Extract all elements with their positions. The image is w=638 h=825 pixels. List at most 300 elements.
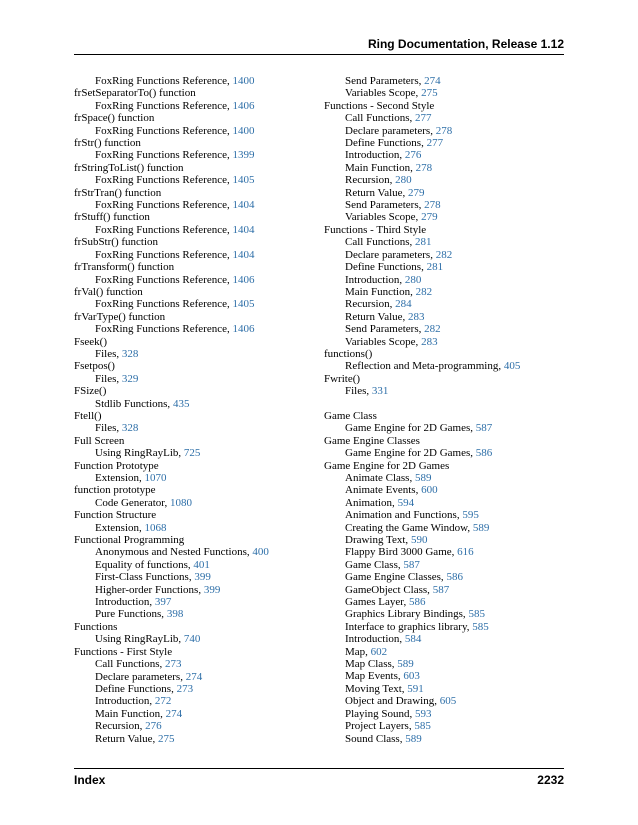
index-subentry <box>324 596 564 608</box>
index-entry-label: Function Structure <box>74 509 157 522</box>
page-number-link[interactable]: 282 <box>424 323 441 336</box>
index-term <box>324 224 564 236</box>
index-term <box>74 236 314 248</box>
index-term <box>74 336 314 348</box>
index-subentry <box>324 708 564 720</box>
index-subentry <box>74 348 314 360</box>
page-number-link[interactable]: 272 <box>154 695 172 708</box>
page-number-link[interactable]: 589 <box>397 658 414 671</box>
page-number-link[interactable]: 435 <box>172 397 190 410</box>
index-entry-label: Functions - Second Style <box>324 99 435 112</box>
index-subentry <box>324 174 564 186</box>
index-subentry <box>74 522 314 534</box>
page-number-link[interactable]: 329 <box>121 372 139 385</box>
index-subentry <box>324 236 564 248</box>
index-entry-label: frStringToList() function <box>74 161 184 174</box>
index-subentry <box>74 422 314 434</box>
index-entry-label: Pure Functions, <box>95 608 165 621</box>
page-number-link[interactable]: 401 <box>193 558 210 571</box>
index-entry-label: Games Layer, <box>345 596 407 609</box>
index-subentry <box>74 546 314 558</box>
index-entry-label: FoxRing Functions Reference, <box>95 273 230 286</box>
index-entry-label: First-Class Functions, <box>95 571 192 584</box>
index-entry-label: Object and Drawing, <box>345 695 437 708</box>
index-term <box>74 311 314 323</box>
index-entry-label: Define Functions, <box>95 682 174 695</box>
page-number-link[interactable]: 590 <box>410 534 428 547</box>
page-number-link[interactable]: 725 <box>183 447 201 460</box>
page-number-link[interactable]: 587 <box>403 558 420 571</box>
index-subentry <box>324 149 564 161</box>
index-subentry <box>324 720 564 732</box>
page-number-link[interactable]: 284 <box>395 298 412 311</box>
index-entry-label: Return Value, <box>95 732 156 745</box>
index-term <box>74 286 314 298</box>
index-entry-label: Define Functions, <box>345 261 424 274</box>
index-subentry <box>74 249 314 261</box>
page-number-link[interactable]: 277 <box>414 112 432 125</box>
page-number-link[interactable]: 1405 <box>232 298 255 311</box>
index-entry-label: Functions - First Style <box>74 645 173 658</box>
index-entry-label: Call Functions, <box>345 236 413 249</box>
index-subentry <box>324 509 564 521</box>
index-entry-label: frVal() function <box>74 285 143 298</box>
page-number-link[interactable]: 328 <box>121 347 139 360</box>
page-number-link[interactable]: 331 <box>371 385 389 398</box>
index-entry-label: Full Screen <box>74 434 125 447</box>
index-entry-label: Using RingRayLib, <box>95 447 182 460</box>
page-number-link[interactable]: 279 <box>408 186 425 199</box>
index-entry-label: Return Value, <box>345 186 406 199</box>
index-subentry <box>324 422 564 434</box>
index-subentry <box>74 683 314 695</box>
index-subentry <box>74 695 314 707</box>
page-number-link[interactable]: 1404 <box>232 223 255 236</box>
index-entry-label: Declare parameters, <box>345 248 433 261</box>
index-entry-label: Interface to graphics library, <box>345 620 470 633</box>
index-subentry <box>324 472 564 484</box>
page-number-link[interactable]: 1404 <box>232 248 255 261</box>
page-number-link[interactable]: 600 <box>421 484 438 497</box>
index-subentry <box>74 633 314 645</box>
index-entry-label: Recursion, <box>345 174 393 187</box>
index-subentry <box>324 137 564 149</box>
index-entry-label: Function Prototype <box>74 459 159 472</box>
index-entry-label: Recursion, <box>345 298 393 311</box>
page-number-link[interactable]: 587 <box>432 583 450 596</box>
index-entry-label: Call Functions, <box>95 658 163 671</box>
index-subentry <box>324 211 564 223</box>
index-subentry <box>324 658 564 670</box>
index-term <box>74 460 314 472</box>
page-number-link[interactable]: 274 <box>424 75 441 87</box>
page-number-link[interactable]: 603 <box>403 670 420 683</box>
index-subentry <box>324 385 564 397</box>
index-entry-label: Game Engine Classes <box>324 434 420 447</box>
page-number-link[interactable]: 586 <box>409 596 426 609</box>
index-subentry <box>324 546 564 558</box>
index-entry-label: Extension, <box>95 521 142 534</box>
header-rule <box>74 54 564 55</box>
page-number-link[interactable]: 586 <box>446 571 463 584</box>
index-entry-label: Higher-order Functions, <box>95 583 202 596</box>
page-number-link[interactable]: 1070 <box>144 472 167 484</box>
page-number-link[interactable]: 405 <box>503 360 521 373</box>
page-number-link[interactable]: 1400 <box>232 75 255 87</box>
index-entry-label: Introduction, <box>345 633 403 646</box>
index-entry-label: Animation, <box>345 496 395 509</box>
page-number-link[interactable]: 273 <box>164 658 182 671</box>
index-entry-label: Animate Events, <box>345 484 419 497</box>
index-subentry <box>324 112 564 124</box>
index-entry-label: Define Functions, <box>345 137 424 150</box>
index-entry-label: frSpace() function <box>74 112 155 125</box>
page-number-link[interactable]: 398 <box>166 608 184 621</box>
index-subentry <box>324 695 564 707</box>
page-number-link[interactable]: 328 <box>121 422 139 435</box>
index-subentry <box>74 608 314 620</box>
index-term <box>324 460 564 472</box>
index-entry-label: Anonymous and Nested Functions, <box>95 546 250 559</box>
index-entry-label: Sound Class, <box>345 732 403 745</box>
index-entry-label: frStrTran() function <box>74 186 162 199</box>
index-entry-label: Creating the Game Window, <box>345 521 471 534</box>
index-entry-label: FoxRing Functions Reference, <box>95 223 230 236</box>
page-number-link[interactable]: 1406 <box>232 323 255 336</box>
index-subentry <box>324 323 564 335</box>
index-subentry <box>74 75 314 87</box>
footer-page-number: 2232 <box>537 773 564 787</box>
index-entry-label: Stdlib Functions, <box>95 397 171 410</box>
index-subentry <box>74 199 314 211</box>
page-number-link[interactable]: 278 <box>424 199 441 212</box>
running-header-title: Ring Documentation, Release 1.12 <box>367 37 564 51</box>
page-number-link[interactable]: 275 <box>158 732 175 745</box>
index-subentry <box>74 596 314 608</box>
page-number-link[interactable]: 276 <box>145 720 162 733</box>
index-subentry <box>324 298 564 310</box>
index-subentry <box>324 633 564 645</box>
index-entry-label: Files, <box>345 385 370 398</box>
page-number-link[interactable]: 1406 <box>232 273 255 286</box>
index-entry-label: frTransform() function <box>74 261 175 274</box>
page-number-link[interactable]: 595 <box>462 509 479 522</box>
page-number-link[interactable]: 602 <box>370 645 388 658</box>
index-term <box>74 360 314 372</box>
page-number-link[interactable]: 1399 <box>232 149 255 162</box>
index-entry-label: Reflection and Meta-programming, <box>345 360 502 373</box>
index-entry-label: Recursion, <box>95 720 143 733</box>
page-number-link[interactable]: 1404 <box>232 199 255 212</box>
index-entry-label: Send Parameters, <box>345 199 422 212</box>
index-subentry <box>74 274 314 286</box>
index-subentry <box>74 323 314 335</box>
index-subentry <box>324 608 564 620</box>
index-entry-label: frSetSeparatorTo() function <box>74 87 196 100</box>
index-subentry <box>324 683 564 695</box>
index-subentry <box>74 658 314 670</box>
index-entry-label: Ftell() <box>74 409 102 422</box>
index-entry-label: Game Engine Classes, <box>345 571 444 584</box>
index-term <box>74 187 314 199</box>
page-number-link[interactable]: 1400 <box>232 124 255 137</box>
index-entry-label: Main Function, <box>345 161 413 174</box>
index-letter-gap <box>324 398 564 410</box>
index-entry-label: Fwrite() <box>324 372 361 385</box>
page-number-link[interactable]: 1405 <box>232 174 255 187</box>
index-subentry <box>74 584 314 596</box>
index-subentry <box>324 447 564 459</box>
index-term <box>74 137 314 149</box>
index-subentry <box>324 571 564 583</box>
index-entry-label: Functions - Third Style <box>324 223 427 236</box>
index-entry-label: FoxRing Functions Reference, <box>95 323 230 336</box>
index-entry-label: Return Value, <box>345 310 406 323</box>
index-subentry <box>324 670 564 682</box>
index-subentry <box>74 298 314 310</box>
index-entry-label: frStr() function <box>74 137 141 150</box>
page-number-link[interactable]: 274 <box>165 707 183 720</box>
index-entry-label: Graphics Library Bindings, <box>345 608 466 621</box>
page-number-link[interactable]: 400 <box>252 546 269 559</box>
index-subentry <box>74 447 314 459</box>
index-entry-label: GameObject Class, <box>345 583 430 596</box>
index-entry-label: Playing Sound, <box>345 707 413 720</box>
index-entry-label: Variables Scope, <box>345 87 419 100</box>
index-subentry <box>74 100 314 112</box>
page-number-link[interactable]: 276 <box>404 149 422 162</box>
index-subentry <box>324 249 564 261</box>
index-subentry <box>74 720 314 732</box>
index-term <box>74 87 314 99</box>
page-number-link[interactable]: 1406 <box>232 99 255 112</box>
page-number-link[interactable]: 584 <box>404 633 422 646</box>
page-number-link[interactable]: 282 <box>415 285 433 298</box>
index-entry-label: FoxRing Functions Reference, <box>95 75 230 87</box>
index-entry-label: Introduction, <box>95 596 153 609</box>
page-number-link[interactable]: 274 <box>185 670 203 683</box>
index-entry-label: Animate Class, <box>345 471 413 484</box>
index-subentry <box>324 87 564 99</box>
index-term <box>74 162 314 174</box>
page-number-link[interactable]: 278 <box>415 161 433 174</box>
index-entry-label: Call Functions, <box>345 112 413 125</box>
index-entry-label: FoxRing Functions Reference, <box>95 248 230 261</box>
index-subentry <box>324 534 564 546</box>
page-number-link[interactable]: 585 <box>468 608 485 621</box>
page-number-link[interactable]: 279 <box>421 211 438 224</box>
index-subentry <box>74 497 314 509</box>
index-subentry <box>324 311 564 323</box>
index-column-left <box>74 75 314 745</box>
index-term <box>74 646 314 658</box>
index-entry-label: Files, <box>95 422 120 435</box>
footer-section-label: Index <box>74 773 106 787</box>
index-subentry <box>324 274 564 286</box>
index-subentry <box>74 174 314 186</box>
index-subentry <box>74 733 314 745</box>
index-entry-label: Files, <box>95 347 120 360</box>
index-subentry <box>324 484 564 496</box>
index-entry-label: Animation and Functions, <box>345 509 460 522</box>
index-entry-label: frSubStr() function <box>74 236 159 249</box>
index-entry-label: function prototype <box>74 484 156 497</box>
index-term <box>324 435 564 447</box>
footer-rule <box>74 768 564 769</box>
page-number-link[interactable]: 283 <box>408 310 425 323</box>
index-subentry <box>74 125 314 137</box>
index-entry-label: Main Function, <box>95 707 163 720</box>
index-entry-label: Game Engine for 2D Games, <box>345 422 473 435</box>
index-subentry <box>324 733 564 745</box>
index-entry-label: Variables Scope, <box>345 335 419 348</box>
index-term <box>74 410 314 422</box>
page-number-link[interactable]: 280 <box>404 273 422 286</box>
index-entry-label: frVarType() function <box>74 310 166 323</box>
page-number-link[interactable]: 282 <box>435 248 453 261</box>
page-number-link[interactable]: 587 <box>475 422 493 435</box>
page-number-link[interactable]: 585 <box>472 620 489 633</box>
page-number-link[interactable]: 616 <box>457 546 474 559</box>
page-number-link[interactable]: 399 <box>194 571 211 584</box>
page-number-link[interactable]: 283 <box>421 335 438 348</box>
index-entry-label: Main Function, <box>345 285 413 298</box>
page-number-link[interactable]: 740 <box>183 633 201 646</box>
index-entry-label: Introduction, <box>95 695 153 708</box>
index-subentry <box>324 584 564 596</box>
index-entry-label: Map, <box>345 645 368 658</box>
page-number-link[interactable]: 273 <box>176 682 194 695</box>
index-subentry <box>74 373 314 385</box>
page-number-link[interactable]: 589 <box>472 521 490 534</box>
page-number-link[interactable]: 585 <box>414 720 431 733</box>
index-subentry <box>324 199 564 211</box>
index-entry-label: Extension, <box>95 472 142 484</box>
index-entry-label: Game Class <box>324 409 377 422</box>
index-entry-label: Moving Text, <box>345 682 405 695</box>
index-subentry <box>324 646 564 658</box>
index-entry-label: FoxRing Functions Reference, <box>95 99 230 112</box>
index-entry-label: Introduction, <box>345 149 403 162</box>
page-number-link[interactable]: 605 <box>439 695 457 708</box>
index-subentry <box>324 497 564 509</box>
index-entry-label: FoxRing Functions Reference, <box>95 298 230 311</box>
index-term <box>74 261 314 273</box>
page-number-link[interactable]: 589 <box>405 732 422 745</box>
index-subentry <box>324 621 564 633</box>
page-number-link[interactable]: 594 <box>397 496 415 509</box>
index-entry-label: Game Engine for 2D Games, <box>345 447 473 460</box>
index-term <box>74 435 314 447</box>
index-entry-label: Map Class, <box>345 658 395 671</box>
index-subentry <box>324 261 564 273</box>
index-subentry <box>74 671 314 683</box>
index-entry-label: Drawing Text, <box>345 534 409 547</box>
index-entry-label: Fsetpos() <box>74 360 115 373</box>
index-term <box>324 100 564 112</box>
index-entry-label: Project Layers, <box>345 720 412 733</box>
index-subentry <box>74 472 314 484</box>
page-number-link[interactable]: 277 <box>426 137 444 150</box>
index-term <box>74 509 314 521</box>
index-term <box>74 484 314 496</box>
index-entry-label: Introduction, <box>345 273 403 286</box>
index-entry-label: Flappy Bird 3000 Game, <box>345 546 455 559</box>
index-entry-label: Functional Programming <box>74 534 185 547</box>
index-entry-label: Game Class, <box>345 558 401 571</box>
index-term <box>324 348 564 360</box>
page-number-link[interactable]: 589 <box>414 471 432 484</box>
index-subentry <box>324 125 564 137</box>
index-subentry <box>324 162 564 174</box>
index-subentry <box>324 286 564 298</box>
page-number-link[interactable]: 1080 <box>170 496 193 509</box>
index-subentry <box>74 149 314 161</box>
index-entry-label: Declare parameters, <box>95 670 183 683</box>
page-number-link[interactable]: 591 <box>407 682 424 695</box>
index-subentry <box>324 360 564 372</box>
page-number-link[interactable]: 281 <box>426 261 444 274</box>
index-entry-label: FoxRing Functions Reference, <box>95 149 230 162</box>
index-entry-label: Equality of functions, <box>95 558 191 571</box>
index-entry-label: Files, <box>95 372 120 385</box>
index-subentry <box>74 398 314 410</box>
index-subentry <box>324 336 564 348</box>
index-entry-label: Fseek() <box>74 335 107 348</box>
page-number-link[interactable]: 278 <box>435 124 453 137</box>
index-term <box>74 534 314 546</box>
page-number-link[interactable]: 281 <box>414 236 432 249</box>
index-subentry <box>74 224 314 236</box>
index-entry-label: frStuff() function <box>74 211 150 224</box>
index-term <box>324 373 564 385</box>
index-entry-label: Send Parameters, <box>345 323 422 336</box>
index-entry-label: Map Events, <box>345 670 401 683</box>
index-entry-label: Variables Scope, <box>345 211 419 224</box>
index-term <box>324 410 564 422</box>
index-term <box>74 385 314 397</box>
index-entry-label: FoxRing Functions Reference, <box>95 174 230 187</box>
index-entry-label: Send Parameters, <box>345 75 422 87</box>
index-entry-label: Functions <box>74 620 118 633</box>
index-subentry <box>324 75 564 87</box>
index-term <box>74 112 314 124</box>
page-number-link[interactable]: 593 <box>414 707 432 720</box>
index-entry-label: FSize() <box>74 385 107 398</box>
index-subentry <box>74 559 314 571</box>
index-subentry <box>324 187 564 199</box>
index-subentry <box>74 708 314 720</box>
index-subentry <box>324 522 564 534</box>
page-number-link[interactable]: 280 <box>395 174 412 187</box>
page-number-link[interactable]: 275 <box>421 87 438 100</box>
index-entry-label: Game Engine for 2D Games <box>324 459 450 472</box>
index-entry-label: Code Generator, <box>95 496 168 509</box>
page-number-link[interactable]: 399 <box>203 583 221 596</box>
index-term <box>74 621 314 633</box>
page-number-link[interactable]: 397 <box>154 596 172 609</box>
index-subentry <box>324 559 564 571</box>
index-entry-label: FoxRing Functions Reference, <box>95 199 230 212</box>
index-entry-label: Using RingRayLib, <box>95 633 182 646</box>
page-number-link[interactable]: 1068 <box>144 521 167 534</box>
page-number-link[interactable]: 586 <box>475 447 493 460</box>
index-entry-label: Declare parameters, <box>345 124 433 137</box>
index-subentry <box>74 571 314 583</box>
index-entry-label: functions() <box>324 347 373 360</box>
index-column-right <box>324 75 564 745</box>
index-entry-label: FoxRing Functions Reference, <box>95 124 230 137</box>
